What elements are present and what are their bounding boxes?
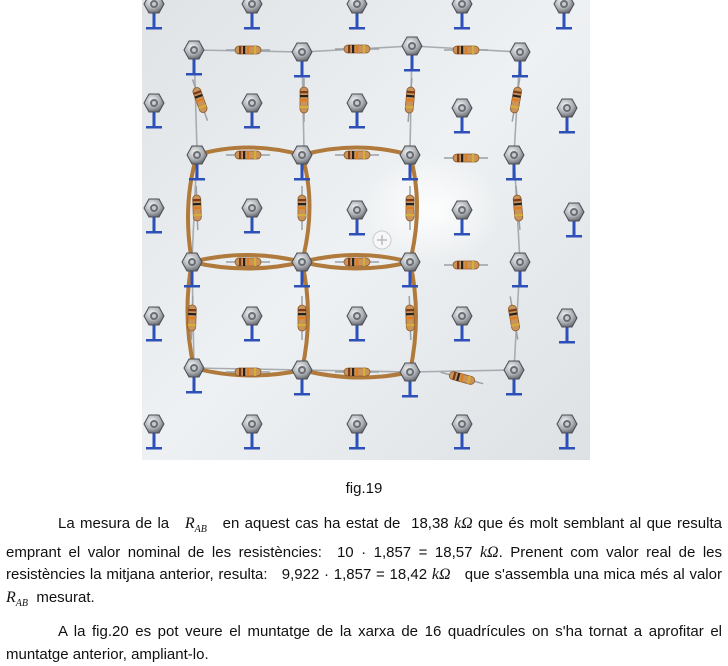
figure-caption: fig.19 <box>345 480 383 497</box>
resistor-grid-photo <box>142 0 590 460</box>
paragraph-2: A la fig.20 es pot veure el muntatge de la xarxa de 16 quadrícules on s'ha tornat a aprofitar el muntatge anterior, ampliant-lo. <box>6 623 723 663</box>
r-ab-symbol: $R_{AB}$ <box>184 515 207 536</box>
r-ab-symbol: $R_{AB}$ <box>6 588 28 609</box>
paragraph-1: La mesura de la $R_{AB}$ en aquest cas ha estat de 18,38 kΩ que és molt semblant al que resulta emprant el valor nominal de les resistències: 10 · 1,857 = 18,57 kΩ. Prenent com valor real de les resistències la mitjana anterior, resulta: 9,922 · 1,857 = 18,42 kΩ que s'assembla una mica més al valor $R_{AB}$ mesurat. <box>6 515 722 609</box>
